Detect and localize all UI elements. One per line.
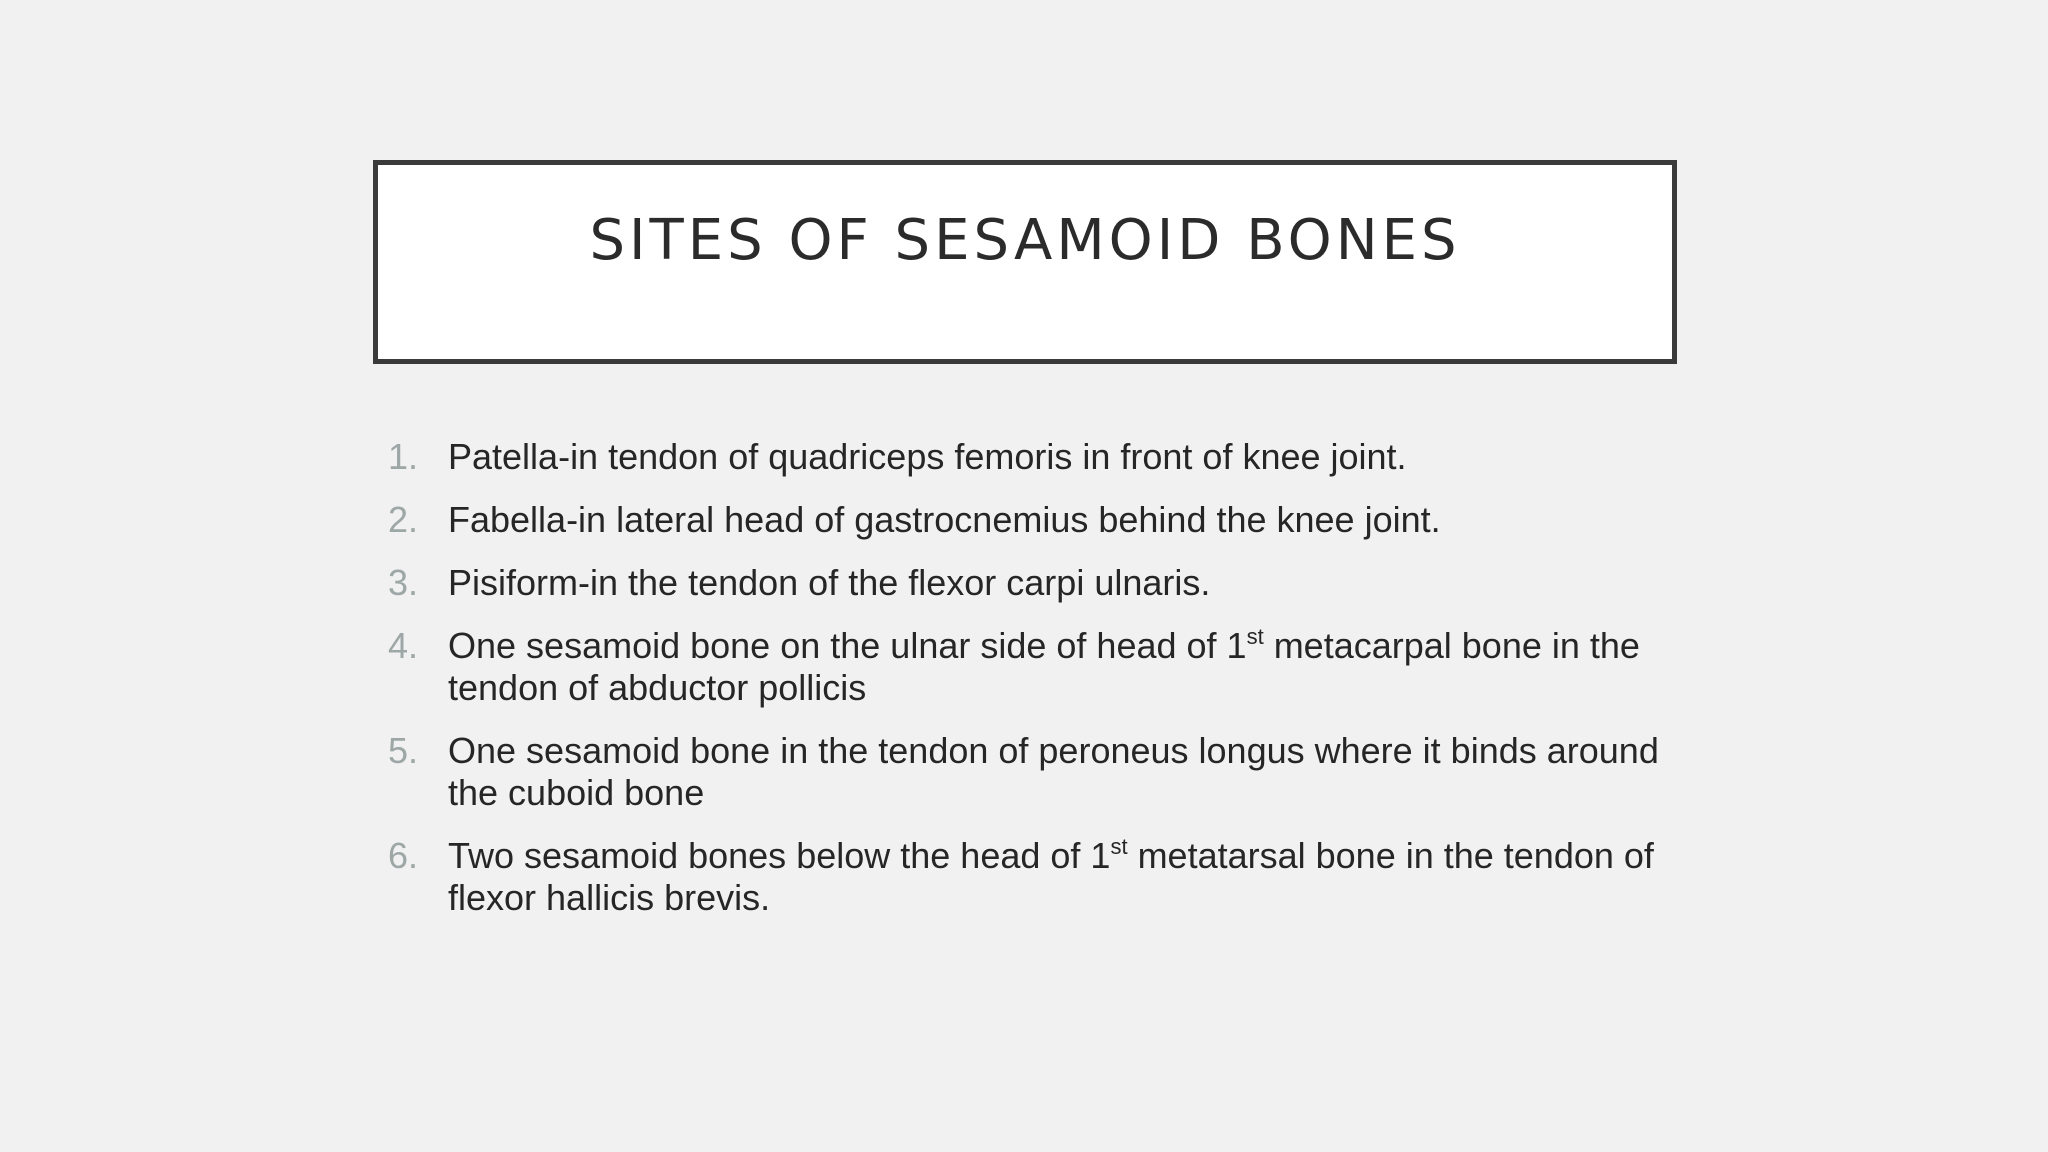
list-item-text-before: One sesamoid bone on the ulnar side of head of 1: [448, 625, 1247, 666]
list-item-number: 5.: [388, 730, 419, 771]
list-item: [380, 562, 1680, 604]
sesamoid-sites-list: [380, 436, 1680, 940]
list-item: [380, 625, 1680, 709]
ordinal-superscript: st: [1246, 624, 1264, 649]
ordinal-superscript: st: [1110, 834, 1128, 859]
list-item-text: Fabella-in lateral head of gastrocnemius behind the knee joint.: [448, 499, 1441, 540]
list-item-number: 3.: [388, 562, 419, 603]
list-item-number: 2.: [388, 499, 419, 540]
list-item-text-after: metatarsal bone in the tendon of flexor hallicis brevis.: [448, 835, 1654, 918]
list-item: [380, 436, 1680, 478]
list-item: [380, 499, 1680, 541]
list-item-number: 6.: [388, 835, 419, 876]
list-item-number: 4.: [388, 625, 419, 666]
title-box: [373, 160, 1677, 364]
list-item-text: Pisiform-in the tendon of the flexor carpi ulnaris.: [448, 562, 1211, 603]
slide-title: SITES OF SESAMOID BONES: [589, 208, 1461, 273]
list-item: [380, 835, 1680, 919]
list-item-text-after: metacarpal bone in the tendon of abductor pollicis: [448, 625, 1640, 708]
list-item: [380, 730, 1680, 814]
list-item-text-before: Two sesamoid bones below the head of 1: [448, 835, 1111, 876]
list-item-number: 1.: [388, 436, 419, 477]
list-item-text: Patella-in tendon of quadriceps femoris in front of knee joint.: [448, 436, 1407, 477]
list-item-text: One sesamoid bone in the tendon of peroneus longus where it binds around the cuboid bone: [448, 730, 1659, 813]
